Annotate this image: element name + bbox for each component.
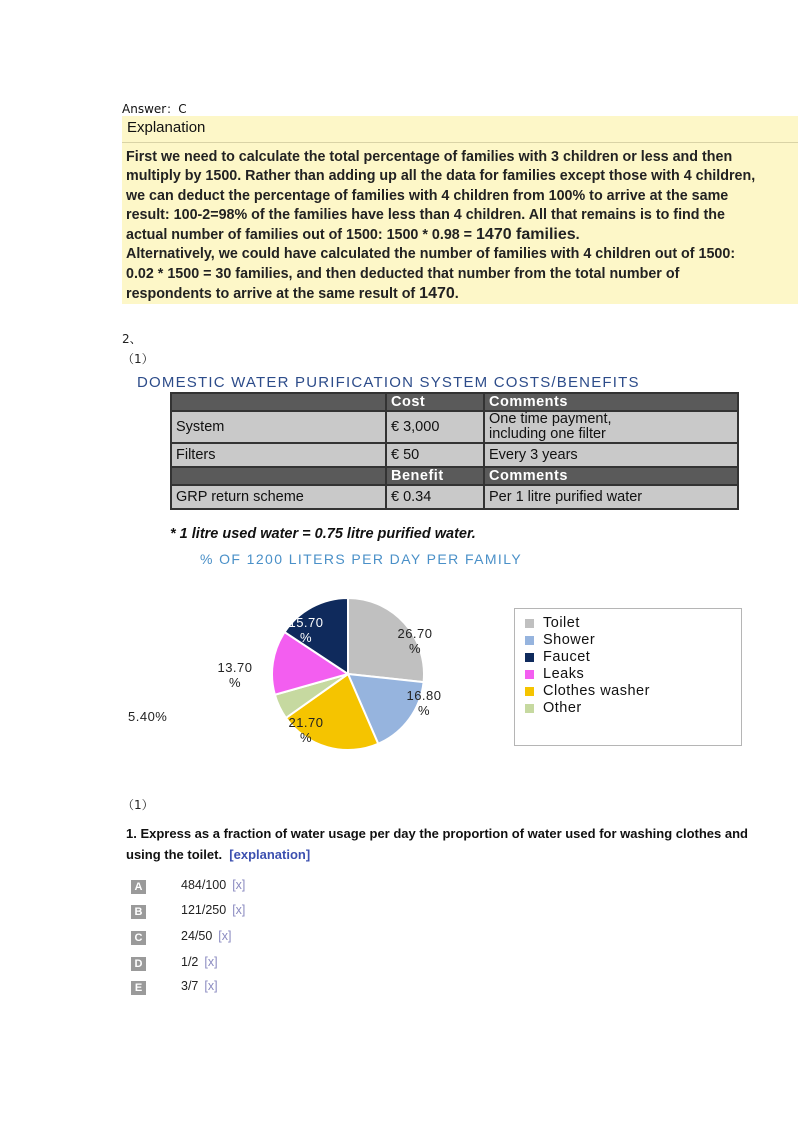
explanation-header [122,116,798,143]
header-cell: Benefit [386,467,484,485]
pie-legend [514,608,742,746]
legend-label: Toilet [543,615,580,631]
pie-label-leaks: 13.70 % [217,660,253,690]
header-cell: Cost [386,393,484,411]
pie-label-shower: 16.80 % [406,688,442,718]
option-x-mark[interactable]: [x] [204,955,218,969]
explanation-text-part: actual number of families out of 1500: 1500 * 0.98 = [126,227,477,244]
explanation-heading: Explanation [127,119,206,136]
legend-swatch [525,619,534,628]
option-letter: C [131,931,146,945]
table-cell: Filters [171,443,386,467]
option-value [181,955,218,969]
table-cell: System [171,411,386,443]
pie-label-toilet: 26.70 % [397,626,433,656]
cost-header-row [171,393,738,411]
section-number: 2、 [122,332,142,346]
option-value [181,929,231,943]
option-letter: E [131,981,146,995]
explanation-line [126,225,798,245]
header-cell [171,467,386,485]
option-text: 24/50 [181,929,213,943]
explanation-result: 1470 [419,285,455,303]
pie-label-faucet: 15.70 % [288,615,324,645]
legend-label: Shower [543,632,596,648]
legend-swatch [525,687,534,696]
explanation-line [126,284,798,304]
option-letter: A [131,880,146,894]
comment-line: including one filter [489,426,606,442]
explanation-text-part: . [575,227,580,244]
explanation-line: multiply by 1500. Rather than adding up all the data for families except those with 4 children, [126,168,756,185]
legend-swatch [525,704,534,713]
explanation-text [126,148,798,304]
pie-label-other: 5.40% [128,709,168,724]
header-cell: Comments [484,467,738,485]
legend-label: Other [543,700,582,716]
explanation-line: First we need to calculate the total percentage of families with 3 children or less and then [126,149,733,165]
explanation-line: result: 100-2=98% of the families have less than 4 children. All that remains is to find the [126,206,725,223]
table-row [171,485,738,509]
question-text [126,823,786,865]
option-value [181,878,245,892]
table-cell: € 50 [386,443,484,467]
option-text: 1/2 [181,955,199,969]
question-line [126,823,786,844]
question-body: using the toilet. [126,847,223,862]
legend-swatch [525,653,534,662]
question-line [126,844,786,865]
conversion-note: * 1 litre used water = 0.75 litre purified water. [170,526,476,542]
cost-table [170,392,739,510]
table-cell: € 3,000 [386,411,484,443]
header-cell [171,393,386,411]
explanation-line: 0.02 * 1500 = 30 families, and then deducted that number from the total number of [126,265,680,282]
pie-chart-title: % OF 1200 LITERS PER DAY PER FAMILY [200,551,523,567]
legend-label: Clothes washer [543,683,650,699]
table-row [171,443,738,467]
table-cell [484,411,738,443]
explanation-line: we can deduct the percentage of families with 4 children from 100% to arrive at the same [126,187,729,204]
pie-label-clothes-washer: 21.70 % [288,715,324,745]
table-cell: Every 3 years [484,443,738,467]
option-x-mark[interactable]: [x] [232,903,246,917]
comment-line: One time payment, [489,411,612,427]
question-body: Express as a fraction of water usage per day the proportion of water used for washing clothes and [140,826,748,841]
option-x-mark[interactable]: [x] [204,979,218,993]
table-row [171,411,738,443]
answer-line: Answer：C [122,102,187,116]
explanation-line: Alternatively, we could have calculated the number of families with 4 children out of 1500: [126,246,736,263]
cost-table-title: DOMESTIC WATER PURIFICATION SYSTEM COSTS/BENEFITS [137,374,640,391]
option-value [181,903,245,917]
table-cell: GRP return scheme [171,485,386,509]
explanation-text-part: respondents to arrive at the same result of [126,286,420,303]
option-text: 484/100 [181,878,227,892]
legend-swatch [525,670,534,679]
table-cell: Per 1 litre purified water [484,485,738,509]
question-number: 1. [126,826,137,841]
explanation-link[interactable]: [explanation] [229,847,311,862]
header-cell: Comments [484,393,738,411]
option-text: 121/250 [181,903,227,917]
legend-label: Faucet [543,649,591,665]
explanation-box [122,116,798,304]
explanation-result: 1470 families [476,226,576,244]
option-value [181,979,218,993]
subsection-label: （1） [122,798,154,812]
water-usage-pie-chart [128,590,510,760]
benefit-header-row [171,467,738,485]
option-x-mark[interactable]: [x] [218,929,232,943]
legend-swatch [525,636,534,645]
subsection-label: （1） [122,352,154,366]
explanation-text-part: . [454,286,459,303]
option-letter: B [131,905,146,919]
option-text: 3/7 [181,979,199,993]
option-letter: D [131,957,146,971]
table-cell: € 0.34 [386,485,484,509]
option-x-mark[interactable]: [x] [232,878,246,892]
legend-label: Leaks [543,666,585,682]
